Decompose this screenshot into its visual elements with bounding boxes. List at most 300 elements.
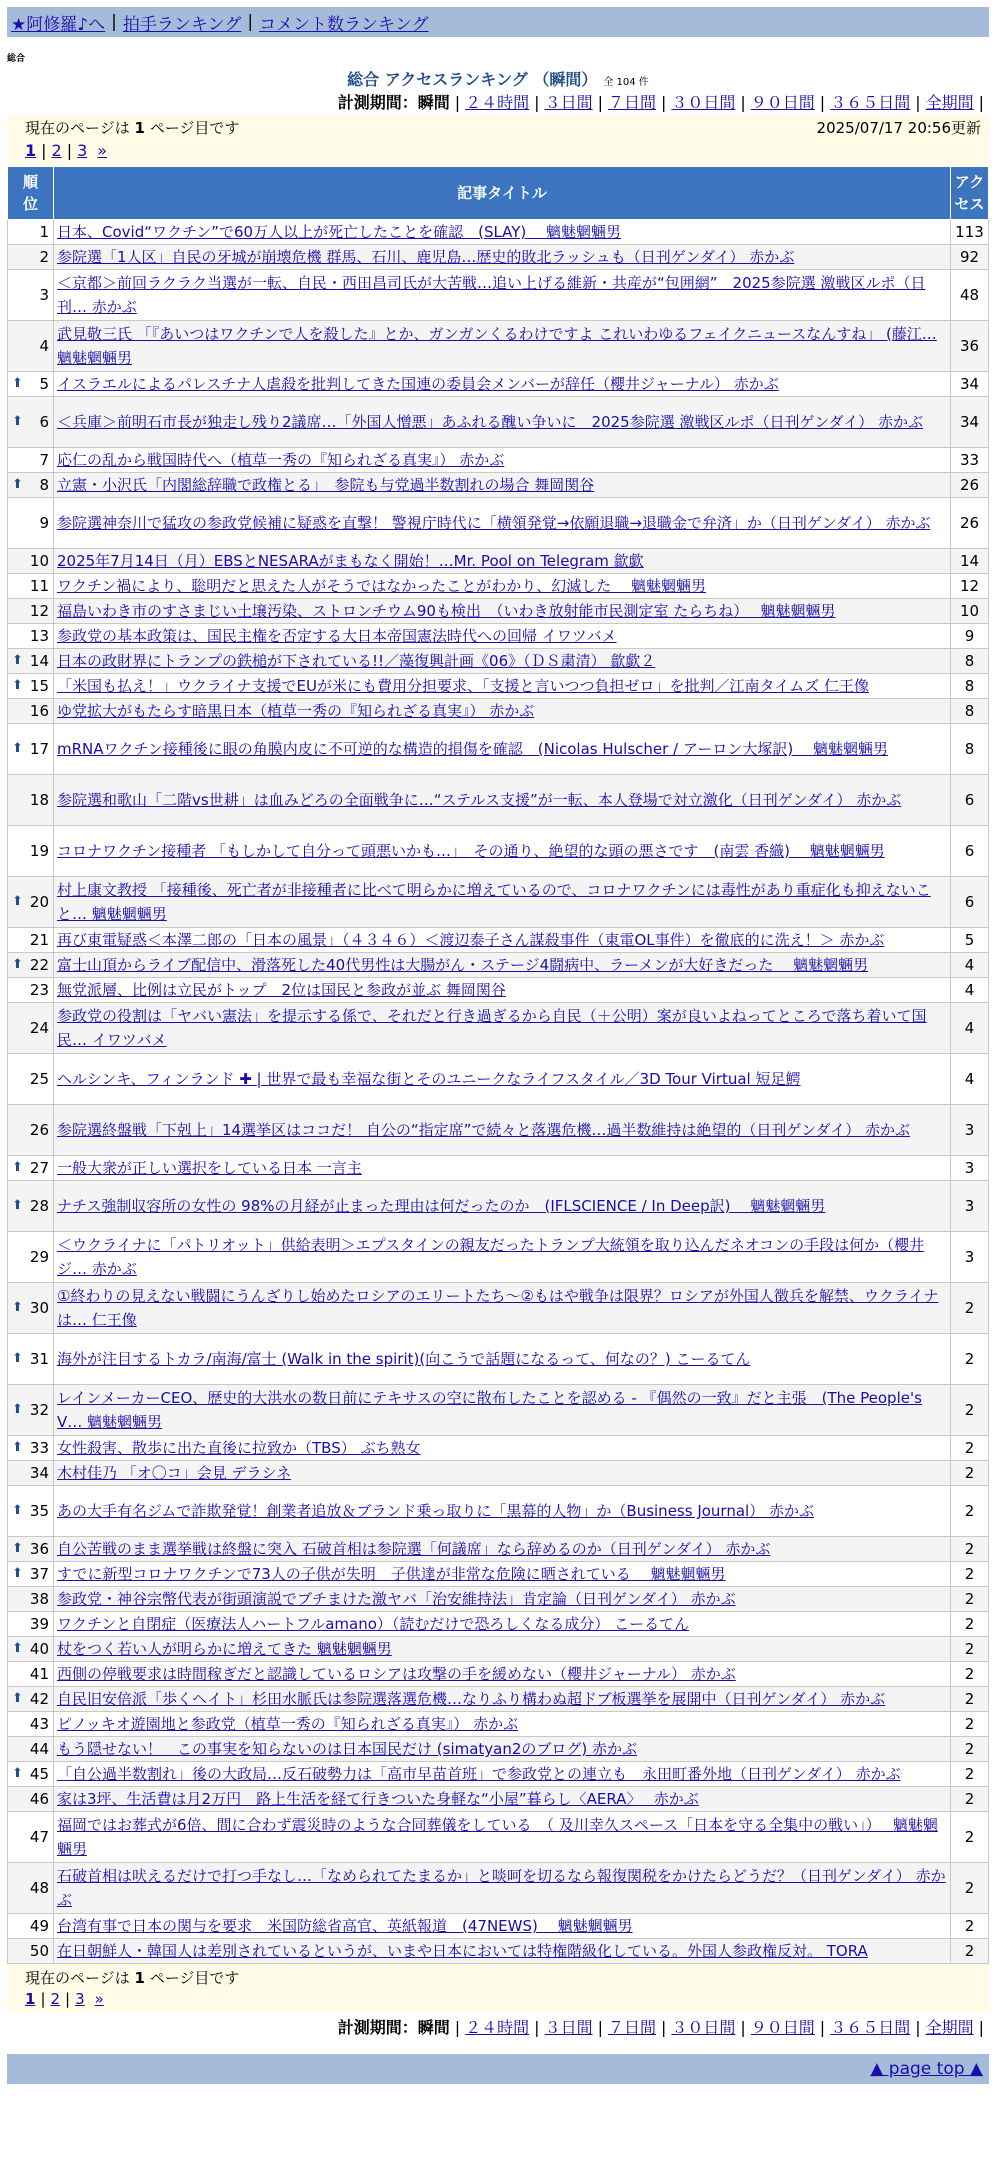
pager-page-link[interactable]: 2 [50, 1990, 61, 2008]
access-count: 6 [951, 775, 989, 826]
access-count: 2 [951, 1637, 989, 1662]
title-cell [54, 1787, 951, 1812]
rank-cell [8, 1787, 54, 1812]
table-row [8, 1461, 989, 1486]
article-title-link[interactable]: 福岡ではお葬式が6倍、間に合わず震災時のような合同葬儀をしている （ 及川幸久スペース「日本を守る全集中の戦い」） 魑魅魍魎男 [57, 1816, 938, 1858]
rank-number: 17 [29, 740, 49, 758]
rank-number: 36 [29, 1540, 49, 1558]
rank-number: 28 [29, 1197, 49, 1215]
rank-number: 14 [29, 652, 49, 670]
table-row [8, 724, 989, 775]
article-title-link[interactable]: 一般大衆が正しい選択をしている日本 一言主 [57, 1159, 362, 1177]
article-title-link[interactable]: あの大手有名ジムで詐欺発覚！創業者追放＆ブランド乗っ取りに「黒幕的人物」か（Business Journal） 赤かぶ [57, 1502, 814, 1520]
rank-cell [8, 1461, 54, 1486]
article-title-link[interactable]: 2025年7月14日（月）EBSとNESARAがまもなく開始！…Mr. Pool on Telegram 歙歔 [57, 552, 644, 570]
article-title-link[interactable]: 自民旧安倍派「歩くヘイト」杉田水脈氏は参院選落選危機…なりふり構わぬ超ドブ板選挙を展開中（日刊ゲンダイ） 赤かぶ [57, 1690, 886, 1708]
rank-cell [8, 724, 54, 775]
page-info-top [7, 115, 989, 166]
access-count: 2 [951, 1283, 989, 1334]
pager-page-link[interactable]: 3 [75, 1990, 85, 2008]
rank-number: 5 [39, 375, 49, 393]
access-count: 4 [951, 1054, 989, 1105]
period-link[interactable]: 全期間 [925, 2018, 974, 2037]
rank-cell [8, 1385, 54, 1436]
rank-cell [8, 674, 54, 699]
rank-cell [8, 1283, 54, 1334]
article-title-link[interactable]: 「自公過半数割れ」後の大政局…反石破勢力は「高市早苗首班」で参政党との連立も 永田町番外地（日刊ゲンダイ） 赤かぶ [57, 1765, 901, 1783]
access-count: 4 [951, 953, 989, 978]
rank-cell [8, 624, 54, 649]
article-title-link[interactable]: 村上康文教授 「接種後、死亡者が非接種者に比べて明らかに増えているので、コロナワクチンには毒性があり重症化も抑えないこと… 魑魅魍魎男 [57, 881, 931, 923]
top-nav-bar [7, 7, 989, 37]
period-separator: | [819, 93, 826, 112]
access-count: 8 [951, 674, 989, 699]
up-arrow-icon: ⬆ [12, 1566, 23, 1581]
table-row [8, 1914, 989, 1939]
up-arrow-icon: ⬆ [12, 376, 23, 391]
period-link[interactable]: ７日間 [607, 93, 656, 112]
table-row [8, 549, 989, 574]
article-title-link[interactable]: 在日朝鮮人・韓国人は差別されているというが、いまや日本においては特権階級化している。外国人参政権反対。 TORA [57, 1942, 868, 1960]
rank-number: 34 [29, 1464, 49, 1482]
table-row [8, 978, 989, 1003]
up-arrow-icon: ⬆ [12, 1160, 23, 1175]
table-row [8, 1587, 989, 1612]
title-cell [54, 397, 951, 448]
article-title-link[interactable]: 立憲・小沢氏「内閣総辞職で政権とる」 参院も与党過半数割れの場合 舞岡関谷 [57, 476, 595, 494]
article-title-link[interactable]: 自公苦戦のまま選挙戦は終盤に突入 石破首相は参院選「何議席」なら辞めるのか（日刊ゲンダイ） 赤かぶ [57, 1540, 771, 1558]
period-separator: | [454, 2018, 461, 2037]
access-count: 2 [951, 1812, 989, 1863]
access-count: 2 [951, 1737, 989, 1762]
title-cell [54, 1712, 951, 1737]
title-cell [54, 1863, 951, 1914]
period-link[interactable]: ３日間 [544, 93, 593, 112]
rank-cell [8, 321, 54, 372]
access-count: 2 [951, 1863, 989, 1914]
table-row [8, 220, 989, 245]
title-cell [54, 549, 951, 574]
ranking-title: 総合 アクセスランキング （瞬間） [347, 70, 598, 89]
title-cell [54, 1612, 951, 1637]
pager-separator: | [41, 141, 47, 160]
rank-cell [8, 220, 54, 245]
table-row [8, 1762, 989, 1787]
rank-cell [8, 448, 54, 473]
period-link[interactable]: ３６５日間 [830, 93, 911, 112]
article-title-link[interactable]: 武見敬三氏 「『あいつはワクチンで人を殺した』とか、ガンガンくるわけですよ これいわゆるフェイクニュースなんすね」 (藤江… 魑魅魍魎男 [57, 325, 937, 367]
table-row [8, 1283, 989, 1334]
rank-cell [8, 1181, 54, 1232]
table-row [8, 498, 989, 549]
period-link[interactable]: ９０日間 [750, 93, 815, 112]
access-count: 2 [951, 1461, 989, 1486]
rank-cell [8, 473, 54, 498]
period-separator: | [534, 2018, 540, 2037]
access-count: 2 [951, 1537, 989, 1562]
table-row [8, 1687, 989, 1712]
access-count: 3 [951, 1181, 989, 1232]
access-count: 2 [951, 1712, 989, 1737]
access-count: 2 [951, 1486, 989, 1537]
table-row [8, 1156, 989, 1181]
period-link[interactable]: ９０日間 [750, 2018, 815, 2037]
title-cell [54, 649, 951, 674]
rank-cell [8, 270, 54, 321]
access-count: 2 [951, 1787, 989, 1812]
access-count: 8 [951, 699, 989, 724]
rank-cell [8, 1562, 54, 1587]
title-cell [54, 372, 951, 397]
rank-cell [8, 775, 54, 826]
updated-timestamp: 2025/07/17 20:56更新 [816, 119, 981, 137]
rank-cell [8, 928, 54, 953]
pager-current-page[interactable]: 1 [25, 1990, 36, 2008]
access-count: 92 [951, 245, 989, 270]
title-cell [54, 321, 951, 372]
article-title-link[interactable]: 「米国も払え！」ウクライナ支援でEUが米にも費用分担要求、「支援と言いつつ負担ゼロ」を批判／江南タイムズ 仁王像 [57, 677, 869, 695]
rank-number: 41 [29, 1665, 49, 1683]
rank-cell [8, 1762, 54, 1787]
rank-cell [8, 1054, 54, 1105]
table-row [8, 928, 989, 953]
period-link[interactable]: ３０日間 [671, 93, 736, 112]
period-link[interactable]: ７日間 [607, 2018, 656, 2037]
article-title-link[interactable]: 石破首相は吠えるだけで打つ手なし…「なめられてたまるか」と啖呵を切るなら報復関税をかけたらどうだ？（日刊ゲンダイ） 赤かぶ [57, 1867, 946, 1909]
access-count: 3 [951, 1232, 989, 1283]
period-link[interactable]: 全期間 [925, 93, 974, 112]
period-link[interactable]: ２４時間 [465, 2018, 530, 2037]
title-cell [54, 1181, 951, 1232]
article-title-link[interactable]: 女性殺害、散歩に出た直後に拉致か（TBS） ぶち熟女 [57, 1439, 421, 1457]
rank-number: 18 [29, 791, 49, 809]
period-separator: | [915, 93, 921, 112]
table-row [8, 1385, 989, 1436]
title-cell [54, 1914, 951, 1939]
access-count: 34 [951, 372, 989, 397]
title-cell [54, 1436, 951, 1461]
rank-number: 32 [29, 1401, 49, 1419]
up-arrow-icon: ⬆ [12, 1766, 23, 1781]
period-link[interactable]: ３６５日間 [830, 2018, 911, 2037]
article-title-link[interactable]: 木村佳乃 「オ〇コ」会見 デラシネ [57, 1464, 292, 1482]
page-top-link[interactable]: ▲ page top ▲ [870, 2059, 983, 2079]
nav-separator: | [247, 12, 254, 32]
title-cell [54, 1737, 951, 1762]
rank-number: 27 [29, 1159, 49, 1177]
comment-ranking-link[interactable]: コメント数ランキング [259, 14, 429, 35]
access-count: 2 [951, 1687, 989, 1712]
title-cell [54, 1762, 951, 1787]
access-count: 3 [951, 1105, 989, 1156]
access-count: 6 [951, 826, 989, 877]
rank-number: 16 [29, 702, 49, 720]
up-arrow-icon: ⬆ [12, 1440, 23, 1455]
rank-cell [8, 1712, 54, 1737]
rank-cell [8, 826, 54, 877]
up-arrow-icon: ⬆ [12, 1541, 23, 1556]
article-title-link[interactable]: すでに新型コロナワクチンで73人の子供が失明 子供達が非常な危険に晒されている 魑魅魍魎男 [57, 1565, 726, 1583]
table-row [8, 1334, 989, 1385]
rank-number: 31 [29, 1350, 49, 1368]
title-cell [54, 1334, 951, 1385]
table-row [8, 1003, 989, 1054]
access-count: 2 [951, 1762, 989, 1787]
rank-number: 4 [39, 337, 49, 355]
total-count: 全 104 件 [603, 77, 649, 88]
rank-number: 29 [29, 1248, 49, 1266]
title-cell [54, 1587, 951, 1612]
rank-cell [8, 978, 54, 1003]
up-arrow-icon: ⬆ [12, 1300, 23, 1315]
period-link[interactable]: ３０日間 [671, 2018, 736, 2037]
rank-cell [8, 498, 54, 549]
article-title-link[interactable]: 富士山頂からライブ配信中、滑落死した40代男性は大腸がん・ステージ4闘病中、ラーメンが大好きだった 魑魅魍魎男 [57, 956, 869, 974]
access-count: 10 [951, 599, 989, 624]
article-title-link[interactable]: ゆ党拡大がもたらす暗黒日本（植草一秀の『知られざる真実』） 赤かぶ [57, 702, 535, 720]
title-cell [54, 1562, 951, 1587]
article-title-link[interactable]: 参院選「1人区」自民の牙城が崩壊危機 群馬、石川、鹿児島…歴史的敗北ラッシュも（日刊ゲンダイ） 赤かぶ [57, 248, 795, 266]
rank-number: 48 [29, 1879, 49, 1897]
rank-number: 37 [29, 1565, 49, 1583]
access-count: 4 [951, 1003, 989, 1054]
title-cell [54, 724, 951, 775]
article-title-link[interactable]: 杖をつく若い人が明らかに増えてきた 魑魅魍魎男 [57, 1640, 392, 1658]
pager-separator: | [40, 1990, 46, 2008]
pager-page-link[interactable]: 2 [51, 141, 62, 160]
rank-number: 50 [29, 1942, 49, 1960]
rank-cell [8, 877, 54, 928]
article-title-link[interactable]: 日本の政財界にトランプの鉄槌が下されている!!／藻復興計画《06》（ＤＳ粛清） 歙歔２ [57, 652, 656, 670]
article-title-link[interactable]: 台湾有事で日本の関与を要求 米国防総省高官、英紙報道 (47NEWS) 魑魅魍魎男 [57, 1917, 633, 1935]
article-title-link[interactable]: ヘルシンキ、フィンランド ✚ | 世界で最も幸福な街とそのユニークなライフスタイル／3D Tour Virtual 短足鰐 [57, 1070, 801, 1088]
table-row [8, 1637, 989, 1662]
article-title-link[interactable]: イスラエルによるパレスチナ人虐殺を批判してきた国連の委員会メンバーが辞任（櫻井ジャーナル） 赤かぶ [57, 375, 779, 393]
article-title-link[interactable]: 西側の停戦要求は時間稼ぎだと認識しているロシアは攻撃の手を緩めない（櫻井ジャーナル） 赤かぶ [57, 1665, 736, 1683]
title-cell [54, 1812, 951, 1863]
table-row [8, 624, 989, 649]
table-row [8, 448, 989, 473]
period-separator: | [740, 93, 746, 112]
rank-cell [8, 397, 54, 448]
rank-number: 26 [29, 1121, 49, 1139]
title-cell [54, 1156, 951, 1181]
article-title-link[interactable]: 参院選和歌山「二階vs世耕」は血みどろの全面戦争に…“ステルス支援”が一転、本人登場で対立激化（日刊ゲンダイ） 赤かぶ [57, 791, 902, 809]
title-cell [54, 674, 951, 699]
period-separator: | [454, 93, 461, 112]
access-count: 8 [951, 649, 989, 674]
pager-next-link[interactable]: » [97, 141, 108, 160]
rank-number: 24 [29, 1019, 49, 1037]
article-title-link[interactable]: ①終わりの見えない戦闘にうんざりし始めたロシアのエリートたち～②もはや戦争は限界？ロシアが外国人徴兵を解禁、ウクライナは… 仁王像 [57, 1287, 939, 1329]
rank-cell [8, 1939, 54, 1964]
pager-page-link[interactable]: 3 [77, 141, 88, 160]
period-link[interactable]: ３日間 [544, 2018, 593, 2037]
title-cell [54, 978, 951, 1003]
article-title-link[interactable]: 海外が注目するトカラ/南海/富士 (Walk in the spirit)(向こうで話題になるって、何なの？) こーるてん [57, 1350, 751, 1368]
article-title-link[interactable]: 参院選神奈川で猛攻の参政党候補に疑惑を直撃！ 警視庁時代に「横領発覚→依願退職→退職金で弁済」か（日刊ゲンダイ） 赤かぶ [57, 514, 931, 532]
table-row [8, 877, 989, 928]
access-count: 9 [951, 624, 989, 649]
article-title-link[interactable]: ＜兵庫＞前明石市長が独走し残り2議席…「外国人憎悪」あふれる醜い争いに 2025参院選 激戦区ルポ（日刊ゲンダイ） 赤かぶ [57, 413, 924, 431]
rank-column-header [8, 167, 54, 220]
article-title-link[interactable]: レインメーカーCEO、歴史的大洪水の数日前にテキサスの空に散布したことを認める - 『偶然の一致』だと主張 (The People's V… 魑魅魍魎男 [57, 1389, 922, 1431]
footer-bar [7, 2054, 989, 2084]
article-title-link[interactable]: 参政党の役割は「ヤバい憲法」を提示する係で、それだと行き過ぎるから自民（＋公明）案が良いよねってところで落ち着いて国民… イワツバメ [57, 1007, 927, 1049]
rank-number: 19 [29, 842, 49, 860]
title-cell [54, 1939, 951, 1964]
header-text: 位 [22, 195, 38, 213]
pager-current-page[interactable]: 1 [25, 141, 37, 160]
article-title-link[interactable]: もう隠せない！ この事実を知らないのは日本国民だけ (simatyan2のブログ) 赤かぶ [57, 1740, 638, 1758]
table-row [8, 473, 989, 498]
rank-cell [8, 1612, 54, 1637]
article-title-link[interactable]: 家は3坪、生活費は月2万円 路上生活を経て行きついた身軽な“小屋”暮らし〈AERA〉 赤かぶ [57, 1790, 699, 1808]
rank-number: 15 [29, 677, 49, 695]
rank-number: 33 [29, 1439, 49, 1457]
title-cell [54, 826, 951, 877]
rank-number: 49 [29, 1917, 49, 1935]
article-title-link[interactable]: 参政党の基本政策は、国民主権を否定する大日本帝国憲法時代への回帰 イワツバメ [57, 627, 617, 645]
access-count: 4 [951, 978, 989, 1003]
rank-cell [8, 699, 54, 724]
access-count: 113 [951, 220, 989, 245]
table-row [8, 1939, 989, 1964]
title-cell [54, 953, 951, 978]
up-arrow-icon: ⬆ [12, 957, 23, 972]
current-page-text-bottom: 現在のページは 1 ページ目です [25, 1969, 240, 1987]
period-separator: | [819, 2018, 826, 2037]
access-column-header [951, 167, 989, 220]
period-selector-top [7, 91, 989, 115]
title-cell [54, 1461, 951, 1486]
rank-cell [8, 1587, 54, 1612]
access-count: 2 [951, 1662, 989, 1687]
rank-cell [8, 1863, 54, 1914]
rank-cell [8, 372, 54, 397]
table-row [8, 1787, 989, 1812]
article-title-link[interactable]: ナチス強制収容所の女性の 98%の月経が止まった理由は何だったのか (IFLSCIENCE / In Deep訳) 魑魅魍魎男 [57, 1197, 826, 1215]
header-text: セス [954, 195, 985, 213]
access-count: 2 [951, 1587, 989, 1612]
table-row [8, 775, 989, 826]
title-column-header: 記事タイトル [54, 167, 951, 220]
ranking-table [7, 166, 989, 1964]
access-count: 26 [951, 473, 989, 498]
title-cell [54, 775, 951, 826]
table-row [8, 1812, 989, 1863]
period-current: 瞬間 [417, 93, 450, 112]
rank-cell [8, 1232, 54, 1283]
article-title-link[interactable]: ＜京都＞前回ラクラク当選が一転、自民・西田昌司氏が大苦戦…追い上げる維新・共産が“包囲網” 2025参院選 激戦区ルポ（日刊… 赤かぶ [57, 274, 926, 316]
article-title-link[interactable]: 参政党・神谷宗幣代表が街頭演説でブチまけた激ヤバ「治安維持法」肯定論（日刊ゲンダイ） 赤かぶ [57, 1590, 736, 1608]
clap-ranking-link[interactable]: 拍手ランキング [122, 14, 242, 35]
rank-cell [8, 1537, 54, 1562]
pager-next-link[interactable]: » [94, 1990, 104, 2008]
rank-number: 25 [29, 1070, 49, 1088]
title-cell [54, 473, 951, 498]
rank-number: 46 [29, 1790, 49, 1808]
access-count: 34 [951, 397, 989, 448]
rank-number: 20 [29, 893, 49, 911]
article-title-link[interactable]: 再び東電疑惑＜本澤二郎の「日本の風景」（４３４６）＜渡辺泰子さん謀殺事件（東電OL事件）を徹底的に洗え！＞ 赤かぶ [57, 931, 885, 949]
rank-cell [8, 649, 54, 674]
rank-number: 43 [29, 1715, 49, 1733]
article-title-link[interactable]: 福島いわき市のすさまじい土壌汚染、ストロンチウム90も検出 （いわき放射能市民測定室 たらちね） 魑魅魍魎男 [57, 602, 836, 620]
title-cell [54, 928, 951, 953]
access-count: 5 [951, 928, 989, 953]
rank-cell [8, 1334, 54, 1385]
asyura-home-link[interactable]: ★阿修羅♪へ [11, 14, 106, 35]
rank-cell [8, 1914, 54, 1939]
table-row [8, 574, 989, 599]
period-current: 瞬間 [417, 2018, 450, 2037]
access-count: 36 [951, 321, 989, 372]
pager-top [25, 140, 981, 162]
pager-separator: | [66, 141, 73, 160]
header-text: アク [954, 173, 985, 191]
table-row [8, 674, 989, 699]
table-row [8, 270, 989, 321]
rank-cell [8, 1156, 54, 1181]
article-title-link[interactable]: 無党派層、比例は立民がトップ 2位は国民と参政が並ぶ 舞岡関谷 [57, 981, 506, 999]
table-row [8, 321, 989, 372]
article-title-link[interactable]: 日本、Covid“ワクチン”で60万人以上が死亡したことを確認 (SLAY) 魑魅魍魎男 [57, 223, 622, 241]
table-row [8, 1054, 989, 1105]
access-count: 2 [951, 1385, 989, 1436]
access-count: 26 [951, 498, 989, 549]
article-title-link[interactable]: 参院選終盤戦「下剋上」14選挙区はココだ！ 自公の“指定席”で続々と落選危機…過半数維持は絶望的（日刊ゲンダイ） 赤かぶ [57, 1121, 910, 1139]
up-arrow-icon: ⬆ [12, 1402, 23, 1417]
rank-number: 44 [29, 1740, 49, 1758]
title-cell [54, 270, 951, 321]
rank-cell [8, 1737, 54, 1762]
period-link[interactable]: ２４時間 [465, 93, 530, 112]
rank-number: 3 [39, 286, 49, 304]
rank-number: 13 [29, 627, 49, 645]
table-row [8, 1737, 989, 1762]
article-title-link[interactable]: mRNAワクチン接種後に眼の角膜内皮に不可逆的な構造的損傷を確認 (Nicolas Hulscher / アーロン大塚訳) 魑魅魍魎男 [57, 740, 889, 758]
period-separator: | [660, 2018, 667, 2037]
table-row [8, 826, 989, 877]
article-title-link[interactable]: ワクチン禍により、聡明だと思えた人がそうではなかったことがわかり、幻滅した 魑魅魍魎男 [57, 577, 707, 595]
rank-cell [8, 574, 54, 599]
title-cell [54, 1662, 951, 1687]
nav-separator: | [111, 12, 117, 32]
rank-number: 9 [39, 514, 49, 532]
access-count: 2 [951, 1612, 989, 1637]
article-title-link[interactable]: コロナワクチン接種者 「もしかして自分って頭悪いかも…」 その通り、絶望的な頭の悪さです (南雲 香織) 魑魅魍魎男 [57, 842, 885, 860]
table-row [8, 1863, 989, 1914]
table-row [8, 649, 989, 674]
pager-separator: | [65, 1990, 71, 2008]
article-title-link[interactable]: ワクチンと自閉症（医療法人ハートフルamano）（読むだけで恐ろしくなる成分） こーるてん [57, 1615, 690, 1633]
table-row [8, 1612, 989, 1637]
rank-cell [8, 1637, 54, 1662]
article-title-link[interactable]: ピノッキオ遊園地と参政党（植草一秀の『知られざる真実』） 赤かぶ [57, 1715, 519, 1733]
up-arrow-icon: ⬆ [12, 1691, 23, 1706]
title-cell [54, 699, 951, 724]
rank-number: 21 [29, 931, 49, 949]
table-row [8, 1562, 989, 1587]
table-row [8, 953, 989, 978]
article-title-link[interactable]: ＜ウクライナに「パトリオット」供給表明＞エプスタインの親友だったトランプ大統領を取り込んだネオコンの手段は何か（櫻井ジ… 赤かぶ [57, 1236, 925, 1278]
rank-number: 6 [39, 413, 49, 431]
article-title-link[interactable]: 応仁の乱から戦国時代へ（植草一秀の『知られざる真実』） 赤かぶ [57, 451, 505, 469]
access-count: 8 [951, 724, 989, 775]
title-cell [54, 624, 951, 649]
access-count: 12 [951, 574, 989, 599]
